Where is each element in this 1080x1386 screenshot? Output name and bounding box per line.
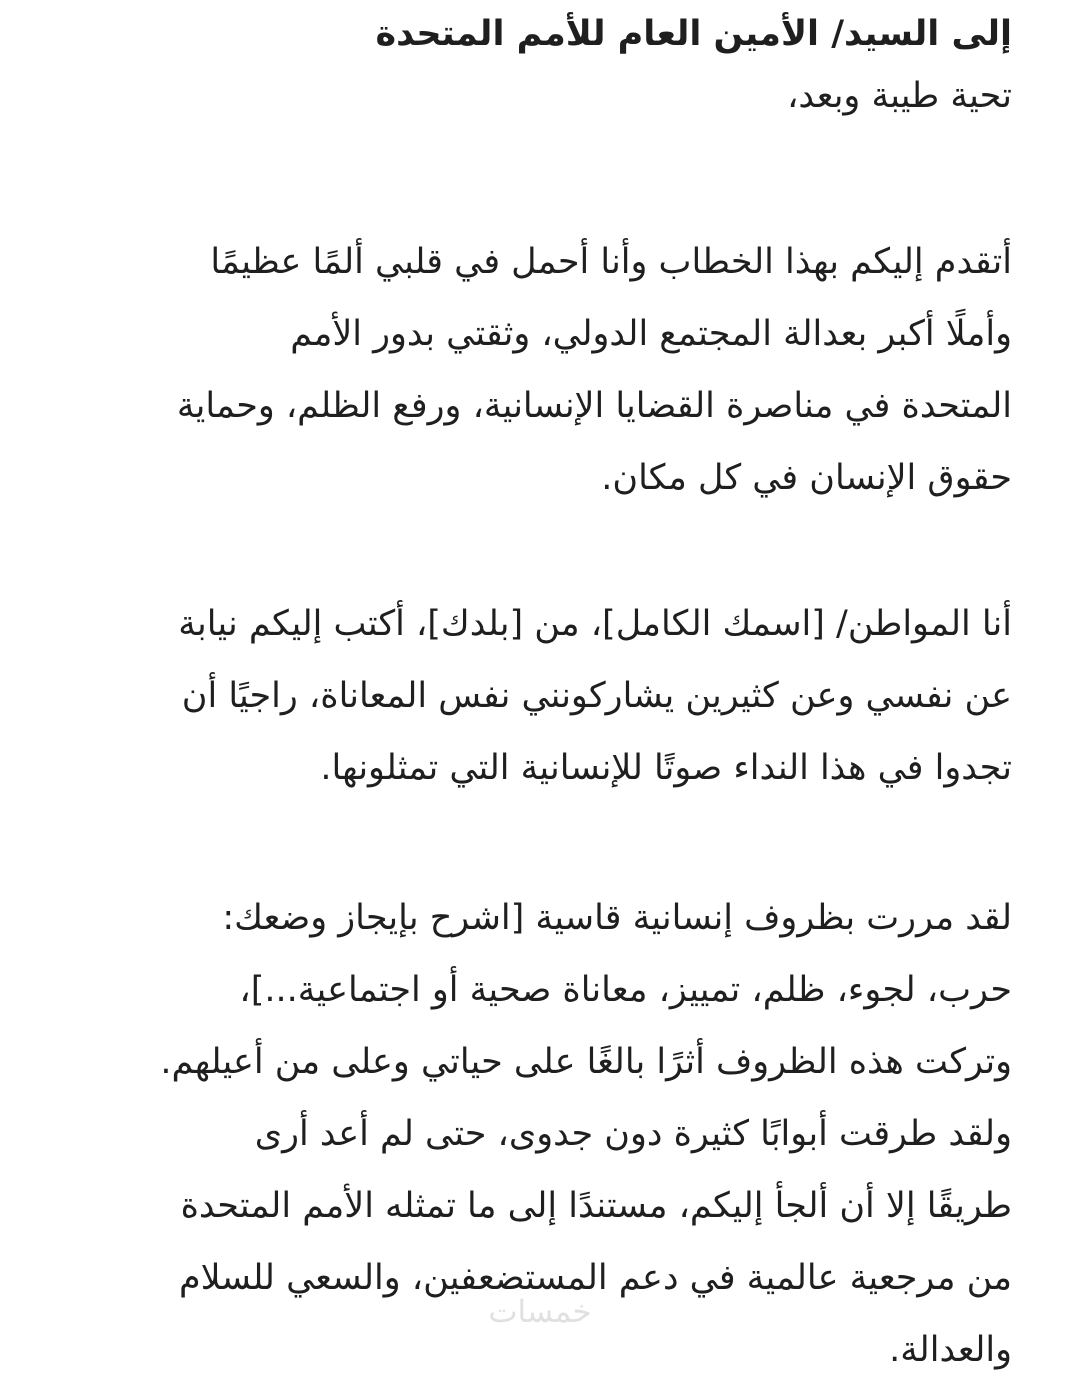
paragraph-line: أنا المواطن/ [اسمك الكامل]، من [بلدك]، أكتب إليكم نيابة	[178, 604, 1012, 644]
paragraph-line: حرب، لجوء، ظلم، تمييز، معاناة صحية أو اجتماعية...]،	[239, 970, 1012, 1010]
letter-greeting: تحية طيبة وبعد،	[787, 76, 1012, 116]
paragraph-line: وتركت هذه الظروف أثرًا بالغًا على حياتي وعلى من أعيلهم.	[160, 1042, 1012, 1082]
paragraph-line: عن نفسي وعن كثيرين يشاركونني نفس المعاناة، راجيًا أن	[181, 676, 1012, 716]
paragraph-line: حقوق الإنسان في كل مكان.	[601, 458, 1012, 498]
paragraph-line: أتقدم إليكم بهذا الخطاب وأنا أحمل في قلبي ألمًا عظيمًا	[210, 242, 1012, 282]
letter-addressee: إلى السيد/ الأمين العام للأمم المتحدة	[375, 14, 1012, 54]
paragraph-line: والعدالة.	[889, 1330, 1012, 1370]
paragraph-line: ولقد طرقت أبوابًا كثيرة دون جدوى، حتى لم أعد أرى	[254, 1114, 1012, 1154]
paragraph-line: لقد مررت بظروف إنسانية قاسية [اشرح بإيجاز وضعك:	[222, 898, 1012, 938]
paragraph-intro	[72, 226, 1012, 514]
site-watermark: خمسات	[488, 1294, 592, 1330]
paragraph-line: من مرجعية عالمية في دعم المستضعفين، والسعي للسلام	[178, 1258, 1012, 1298]
letter-document	[72, 0, 1012, 1386]
paragraph-line: طريقًا إلا أن ألجأ إليكم، مستندًا إلى ما تمثله الأمم المتحدة	[180, 1186, 1012, 1226]
paragraph-line: المتحدة في مناصرة القضايا الإنسانية، ورفع الظلم، وحماية	[176, 386, 1012, 426]
paragraph-line: وأملًا أكبر بعدالة المجتمع الدولي، وثقتي بدور الأمم	[290, 314, 1012, 354]
paragraph-identity	[72, 588, 1012, 804]
paragraph-line: تجدوا في هذا النداء صوتًا للإنسانية التي تمثلونها.	[320, 748, 1012, 788]
